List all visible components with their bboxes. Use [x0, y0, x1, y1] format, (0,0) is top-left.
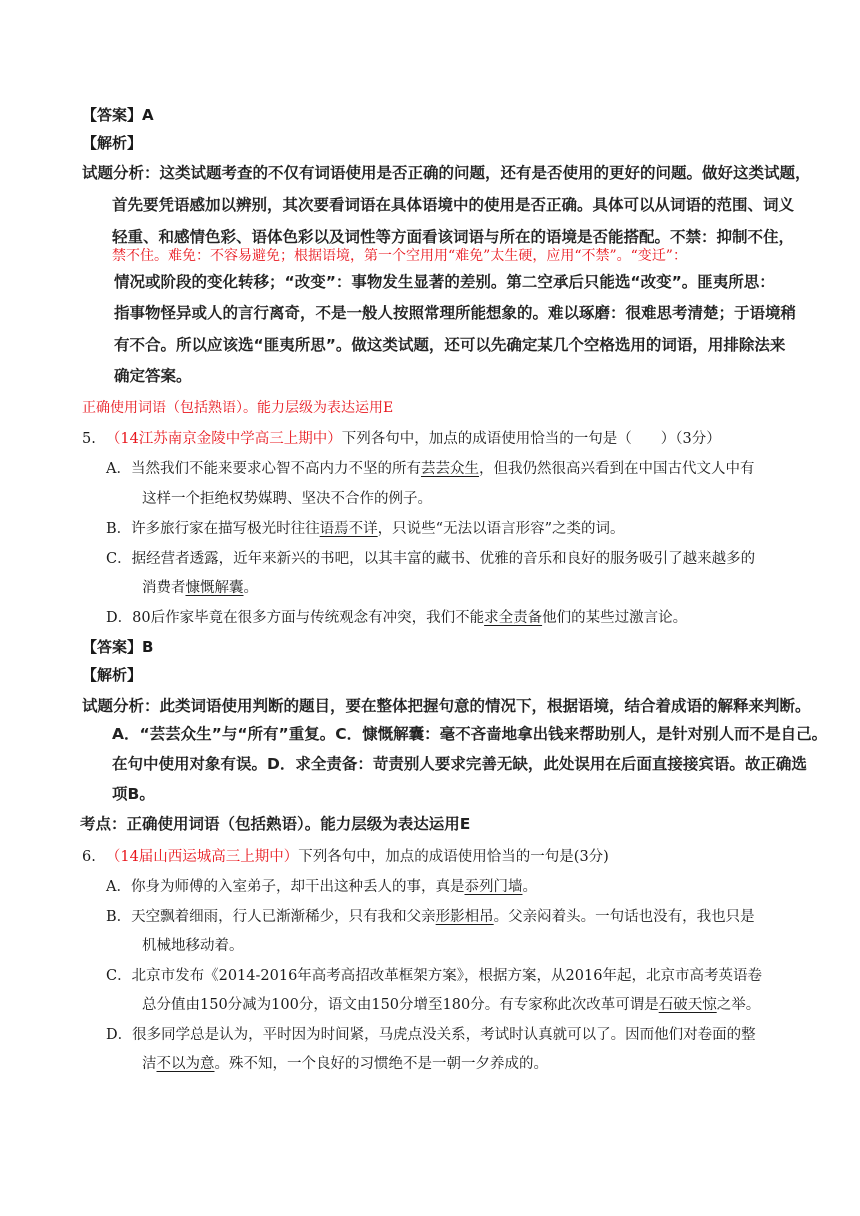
analysis-line: 首先要凭语感加以辨别，其次要看词语在具体语境中的使用是否正确。具体可以从词语的范围、词义	[112, 196, 795, 214]
underlined-idiom: 不以为意	[156, 1056, 215, 1072]
underlined-idiom: 求全责备	[484, 610, 543, 626]
analysis-line: 情况或阶段的变化转移；“改变”：事物发生显著的差别。第二空承后只能选“改变”。匪夷所思：	[114, 273, 775, 291]
underlined-idiom: 形影相吊	[435, 909, 494, 925]
question-number: 5.	[82, 431, 96, 447]
analysis-red-line: 禁不住。难免：不容易避免；根据语境，第一个空用用“难免”太生硬，应用“不禁”。“变迁”：	[112, 248, 687, 264]
answer-label: 【答案】A	[82, 106, 154, 124]
question-source: （14届山西运城高三上期中）	[105, 849, 299, 865]
kaodian-line: 正确使用词语（包括熟语）。能力层级为表达运用E	[82, 400, 394, 416]
underlined-idiom: 慷慨解囊	[185, 580, 244, 596]
underlined-idiom: 石破天惊	[658, 997, 717, 1013]
question-5-stem	[82, 429, 721, 449]
option-c-cont: 消费者慷慨解囊。	[142, 580, 258, 596]
option-c: C．据经营者透露，近年来新兴的书吧，以其丰富的藏书、优雅的音乐和良好的服务吸引了越来越多的	[106, 551, 756, 567]
question-text: 下列各句中，加点的成语使用恰当的一句是(3分)	[298, 849, 609, 865]
analysis-line: 项B。	[112, 785, 155, 803]
option-a: A．你身为师傅的入室弟子，却干出这种丢人的事，真是忝列门墙。	[106, 879, 537, 895]
option-d: D．80后作家毕竟在很多方面与传统观念有冲突，我们不能求全责备他们的某些过激言论。	[106, 610, 688, 626]
option-a-cont: 这样一个拒绝权势媒聘、坚决不合作的例子。	[142, 491, 432, 507]
option-d: D．很多同学总是认为，平时因为时间紧，马虎点没关系，考试时认真就可以了。因而他们对卷面的整	[106, 1027, 756, 1043]
analysis-label: 【解析】	[82, 134, 143, 152]
analysis-line: A．“芸芸众生”与“所有”重复。C．慷慨解囊：毫不吝啬地拿出钱来帮助别人，是针对别人而不是自己。	[112, 725, 828, 743]
analysis-label: 【解析】	[82, 666, 143, 684]
analysis-line: 确定答案。	[114, 367, 192, 385]
option-c-cont: 总分值由150分减为100分，语文由150分增至180分。有专家称此次改革可谓是石破天惊之举。	[142, 997, 761, 1013]
analysis-line: 试题分析：此类词语使用判断的题目，要在整体把握句意的情况下，根据语境，结合着成语的解释来判断。	[82, 697, 811, 715]
analysis-line: 有不合。所以应该选“匪夷所思”。做这类试题，还可以先确定某几个空格选用的词语，用排除法来	[114, 336, 786, 354]
kaodian-line: 考点：正确使用词语（包括熟语）。能力层级为表达运用E	[80, 815, 471, 833]
option-d-cont: 洁不以为意。殊不知，一个良好的习惯绝不是一朝一夕养成的。	[142, 1056, 548, 1072]
answer-label: 【答案】B	[82, 638, 154, 656]
analysis-line: 在句中使用对象有误。D．求全责备：苛责别人要求完善无缺，此处误用在后面直接接宾语。故正确选	[112, 755, 807, 773]
underlined-idiom: 忝列门墙	[464, 879, 523, 895]
question-number: 6.	[82, 849, 96, 865]
analysis-line: 试题分析：这类试题考查的不仅有词语使用是否正确的问题，还有是否使用的更好的问题。做好这类试题，	[82, 164, 811, 182]
underlined-idiom: 语焉不详	[319, 521, 378, 537]
option-b: B．许多旅行家在描写极光时往往语焉不详，只说些“无法以语言形容”之类的词。	[106, 521, 625, 537]
underlined-idiom: 芸芸众生	[420, 461, 479, 477]
question-6-stem	[82, 847, 609, 867]
option-b-cont: 机械地移动着。	[142, 938, 244, 954]
question-source: （14江苏南京金陵中学高三上期中）	[105, 431, 342, 447]
option-b: B．天空飘着细雨，行人已渐渐稀少，只有我和父亲形影相吊。父亲闷着头。一句话也没有，我也只是	[106, 909, 755, 925]
option-a: A．当然我们不能来要求心智不高内力不坚的所有芸芸众生，但我仍然很高兴看到在中国古代文人中有	[106, 461, 755, 477]
analysis-line: 轻重、和感情色彩、语体色彩以及词性等方面看该词语与所在的语境是否能搭配。不禁：抑制不住，	[112, 228, 795, 246]
question-text: 下列各句中，加点的成语使用恰当的一句是（ ）（3分）	[341, 431, 721, 447]
analysis-line: 指事物怪异或人的言行离奇，不是一般人按照常理所能想象的。难以琢磨：很难思考清楚；于语境稍	[114, 304, 797, 322]
option-c: C．北京市发布《2014-2016年高考高招改革框架方案》，根据方案，从2016年起，北京市高考英语卷	[106, 968, 762, 984]
